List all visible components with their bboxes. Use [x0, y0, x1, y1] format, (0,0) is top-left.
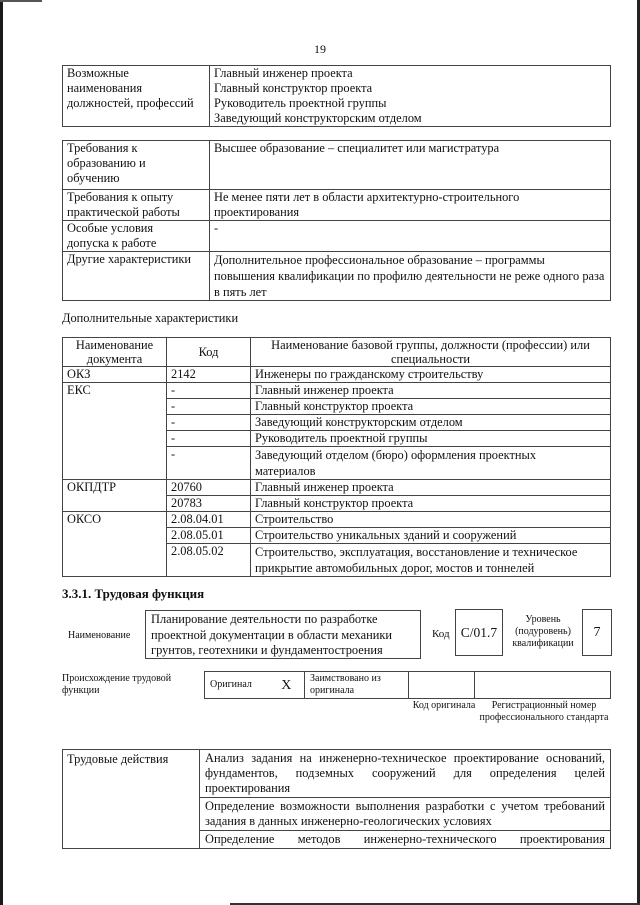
requirement-row [63, 252, 611, 301]
requirement-label: Особые условия допуска к работе [63, 221, 210, 252]
origin-reg-cell [475, 672, 611, 699]
origin-mark: X [269, 672, 305, 699]
cell-code: 2.08.04.01 [167, 512, 251, 528]
cell-name: Строительство [251, 512, 611, 528]
possible-titles-table [62, 65, 611, 127]
cell-code: 20760 [167, 480, 251, 496]
table-row [63, 512, 611, 528]
cell-doc: ОКСО [63, 512, 167, 577]
requirement-label: Требования к опыту практической работы [63, 190, 210, 221]
cell-code: 2.08.05.02 [167, 544, 251, 577]
requirement-value: Высшее образование – специалитет или магистратура [210, 141, 611, 190]
cell-code: - [167, 399, 251, 415]
header-name: Наименование базовой группы, должности (профессии) или специальности [251, 338, 611, 367]
cell-name: Заведующий конструкторским отделом [251, 415, 611, 431]
title-item: Заведующий конструкторским отделом [214, 111, 422, 125]
labor-function-title: 3.3.1. Трудовая функция [62, 586, 205, 601]
cell-name: Главный инженер проекта [251, 383, 611, 399]
labor-action-item: Анализ задания на инженерно-техническое проектирование оснований, фундаментов, подземных сооружений для определения целей проектирования [200, 750, 611, 798]
function-code-box: C/01.7 [455, 609, 503, 656]
origin-table [204, 671, 611, 699]
requirement-value: Не менее пяти лет в области архитектурно-строительного проектирования [210, 190, 611, 221]
code-label: Код [432, 628, 450, 640]
registration-number-caption: Регистрационный номер профессионального стандарта [479, 700, 609, 723]
scan-edge-left [0, 0, 3, 905]
cell-code: - [167, 447, 251, 480]
labor-action-row [63, 750, 611, 798]
requirement-value: Дополнительное профессиональное образование – программы повышения квалификации по профилю деятельности не реже одного раза в пять лет [210, 252, 611, 301]
title-item: Главный конструктор проекта [214, 81, 373, 95]
cell-doc: ОКЗ [63, 367, 167, 383]
possible-titles-label: Возможные наименования должностей, профессий [63, 66, 210, 127]
cell-name: Руководитель проектной группы [251, 431, 611, 447]
cell-name: Строительство уникальных зданий и сооружений [251, 528, 611, 544]
table-row [63, 480, 611, 496]
table-row [63, 367, 611, 383]
cell-name: Главный инженер проекта [251, 480, 611, 496]
cell-code: - [167, 415, 251, 431]
origin-original-label: Оригинал [205, 672, 269, 699]
requirement-row [63, 141, 611, 190]
labor-action-item: Определение возможности выполнения разработки с учетом требований задания в данных инженерно-геологических условиях [200, 798, 611, 831]
table-row [63, 383, 611, 399]
cell-name: Главный конструктор проекта [251, 496, 611, 512]
original-code-caption: Код оригинала [412, 700, 476, 711]
cell-code: - [167, 383, 251, 399]
scan-edge-top [0, 0, 42, 2]
cell-code: 2142 [167, 367, 251, 383]
cell-code: - [167, 431, 251, 447]
level-label: Уровень (подуровень) квалификации [512, 614, 574, 649]
cell-doc: ОКПДТР [63, 480, 167, 512]
origin-label: Происхождение трудовой функции [62, 673, 172, 696]
table-header-row [63, 338, 611, 367]
cell-name: Главный конструктор проекта [251, 399, 611, 415]
header-code: Код [167, 338, 251, 367]
function-name-box: Планирование деятельности по разработке проектной документации в области механики грунтов, геотехники и фундаментостроения [145, 610, 421, 659]
title-item: Главный инженер проекта [214, 66, 353, 80]
cell-code: 20783 [167, 496, 251, 512]
cell-name: Инженеры по гражданскому строительству [251, 367, 611, 383]
requirements-table [62, 140, 611, 301]
labor-actions-table [62, 749, 611, 849]
requirement-label: Требования к образованию и обучению [63, 141, 210, 190]
cell-code: 2.08.05.01 [167, 528, 251, 544]
possible-titles-values [210, 66, 611, 127]
level-value-box: 7 [582, 609, 612, 656]
cell-name: Заведующий отделом (бюро) оформления проектных материалов [251, 447, 611, 480]
cell-name: Строительство, эксплуатация, восстановление и техническое прикрытие автомобильных дорог, мостов и тоннелей [251, 544, 611, 577]
additional-characteristics-title: Дополнительные характеристики [62, 311, 239, 325]
origin-borrowed-label: Заимствовано из оригинала [305, 672, 409, 699]
requirement-value: - [210, 221, 611, 252]
labor-actions-label: Трудовые действия [63, 750, 200, 849]
labor-action-item: Определение методов инженерно-технического проектирования [200, 831, 611, 849]
classifier-table [62, 337, 611, 577]
name-label: Наименование [68, 630, 131, 641]
requirement-row [63, 190, 611, 221]
cell-doc: ЕКС [63, 383, 167, 480]
page-number: 19 [314, 42, 326, 56]
origin-code-cell [409, 672, 475, 699]
requirement-row [63, 221, 611, 252]
title-item: Руководитель проектной группы [214, 96, 387, 110]
header-doc: Наименование документа [63, 338, 167, 367]
requirement-label: Другие характеристики [63, 252, 210, 301]
